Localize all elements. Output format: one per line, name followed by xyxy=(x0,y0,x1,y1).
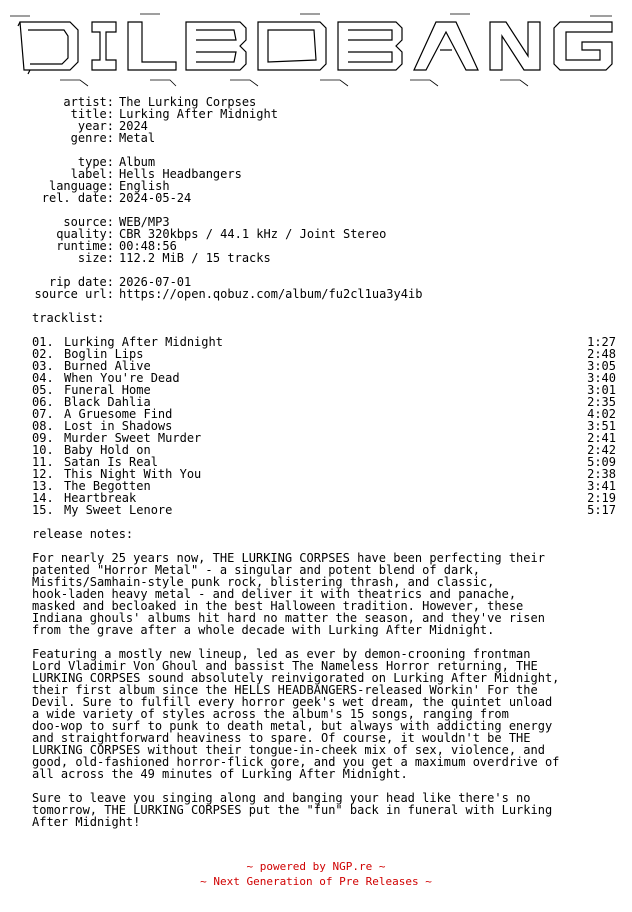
track-number: 06. xyxy=(32,395,54,409)
track-number: 14. xyxy=(32,491,54,505)
meta-key: rip date: xyxy=(48,275,114,289)
track-title: Lurking After Midnight xyxy=(64,335,223,349)
track-number: 05. xyxy=(32,383,54,397)
track-duration: 2:35 xyxy=(587,395,616,409)
track-number: 13. xyxy=(32,479,54,493)
track-title: This Night With You xyxy=(64,467,202,481)
meta-key: genre: xyxy=(70,131,114,145)
track-number: 04. xyxy=(32,371,54,385)
track-title: My Sweet Lenore xyxy=(64,503,173,517)
track-number: 07. xyxy=(32,407,54,421)
track-row xyxy=(32,504,616,516)
meta-value: Hells Headbangers xyxy=(119,167,242,181)
release-notes-paragraph: Sure to leave you singing along and banging your head like there's no tomorrow, THE LURKING CORPSES put the "fun" back in funeral with Lurking After Midnight! xyxy=(32,791,553,829)
footer-powered-by: ~ powered by NGP.re ~ xyxy=(246,860,386,873)
meta-key: year: xyxy=(77,119,114,133)
meta-key: artist: xyxy=(63,95,114,109)
meta-key: rel. date: xyxy=(41,191,114,205)
meta-value: 2024-05-24 xyxy=(119,191,192,205)
meta-value: English xyxy=(119,179,170,193)
meta-key: language: xyxy=(48,179,114,193)
track-duration: 2:38 xyxy=(587,467,616,481)
track-duration: 3:51 xyxy=(587,419,616,433)
release-notes-heading: release notes: xyxy=(32,527,134,541)
track-title: The Begotten xyxy=(64,479,151,493)
footer-tagline: ~ Next Generation of Pre Releases ~ xyxy=(200,875,432,888)
track-title: Murder Sweet Murder xyxy=(64,431,202,445)
track-duration: 4:02 xyxy=(587,407,616,421)
track-duration: 2:48 xyxy=(587,347,616,361)
meta-value: 2024 xyxy=(119,119,148,133)
track-title: Black Dahlia xyxy=(64,395,151,409)
logo-art xyxy=(0,0,632,96)
meta-key: quality: xyxy=(56,227,114,241)
meta-genre xyxy=(0,132,632,144)
tracklist-heading: tracklist: xyxy=(32,311,105,325)
track-title: When You're Dead xyxy=(64,371,180,385)
track-title: A Gruesome Find xyxy=(64,407,173,421)
track-number: 08. xyxy=(32,419,54,433)
release-notes-paragraph: For nearly 25 years now, THE LURKING CORPSES have been perfecting their patented "Horror Metal" - a singular and potent blend of dark, Misfits/Samhain-style punk rock, blistering thrash, and classic, hook-laden heavy metal - and deliver it with theatrics and panache, masked and becloaked in the best Halloween tradition. However, these Indiana ghouls' albums hit hard no matter the season, and they've risen from the grave after a whole decade with Lurking After Midnight. xyxy=(32,551,545,637)
track-title: Lost in Shadows xyxy=(64,419,173,433)
track-duration: 3:05 xyxy=(587,359,616,373)
track-number: 15. xyxy=(32,503,54,517)
track-number: 11. xyxy=(32,455,54,469)
meta-value: Album xyxy=(119,155,156,169)
release-notes-paragraph: Featuring a mostly new lineup, led as ever by demon-crooning frontman Lord Vladimir Von Ghoul and bassist The Nameless Horror returning, THE LURKING CORPSES sound absolutely reinvigorated on Lurking After Midnight, their first album since the HELLS HEADBANGERS-released Workin' For the Devil. Sure to fulfill every horror geek's wet dream, the quintet unload a wide variety of styles across the album's 15 songs, ranging from doo-wop to surf to punk to death metal, but always with addicting energy and straightforward heaviness to spare. Of course, it wouldn't be THE LURKING CORPSES without their tongue-in-cheek mix of sex, violence, and good, old-fashioned horror-flick gore, and you get a maximum overdrive of all across the 49 minutes of Lurking After Midnight. xyxy=(32,647,560,781)
track-number: 12. xyxy=(32,467,54,481)
meta-key: runtime: xyxy=(56,239,114,253)
meta-value: The Lurking Corpses xyxy=(119,95,257,109)
track-duration: 2:19 xyxy=(587,491,616,505)
meta-key: type: xyxy=(77,155,114,169)
meta-key: label: xyxy=(70,167,114,181)
meta-source-url xyxy=(0,288,632,300)
track-title: Boglin Lips xyxy=(64,347,144,361)
meta-value: WEB/MP3 xyxy=(119,215,170,229)
track-number: 10. xyxy=(32,443,54,457)
track-duration: 5:09 xyxy=(587,455,616,469)
track-title: Funeral Home xyxy=(64,383,151,397)
track-title: Satan Is Real xyxy=(64,455,158,469)
meta-key: source url: xyxy=(34,287,114,301)
track-duration: 3:41 xyxy=(587,479,616,493)
track-duration: 1:27 xyxy=(587,335,616,349)
track-title: Burned Alive xyxy=(64,359,151,373)
meta-value: Lurking After Midnight xyxy=(119,107,278,121)
meta-key: size: xyxy=(77,251,114,265)
track-title: Heartbreak xyxy=(64,491,137,505)
track-number: 03. xyxy=(32,359,54,373)
source-url-link[interactable]: https://open.qobuz.com/album/fu2cl1ua3y4ib xyxy=(119,287,423,301)
meta-key: source: xyxy=(63,215,114,229)
track-duration: 3:40 xyxy=(587,371,616,385)
meta-value: 00:48:56 xyxy=(119,239,177,253)
track-number: 01. xyxy=(32,335,54,349)
meta-value: 112.2 MiB / 15 tracks xyxy=(119,251,271,265)
meta-rel-date xyxy=(0,192,632,204)
track-number: 09. xyxy=(32,431,54,445)
track-duration: 3:01 xyxy=(587,383,616,397)
track-duration: 5:17 xyxy=(587,503,616,517)
ascii-logo xyxy=(0,0,632,96)
track-number: 02. xyxy=(32,347,54,361)
meta-value: 2026-07-01 xyxy=(119,275,192,289)
track-duration: 2:41 xyxy=(587,431,616,445)
track-title: Baby Hold on xyxy=(64,443,151,457)
meta-key: title: xyxy=(70,107,114,121)
meta-size xyxy=(0,252,632,264)
meta-value: Metal xyxy=(119,131,156,145)
track-duration: 2:42 xyxy=(587,443,616,457)
meta-value: CBR 320kbps / 44.1 kHz / Joint Stereo xyxy=(119,227,387,241)
